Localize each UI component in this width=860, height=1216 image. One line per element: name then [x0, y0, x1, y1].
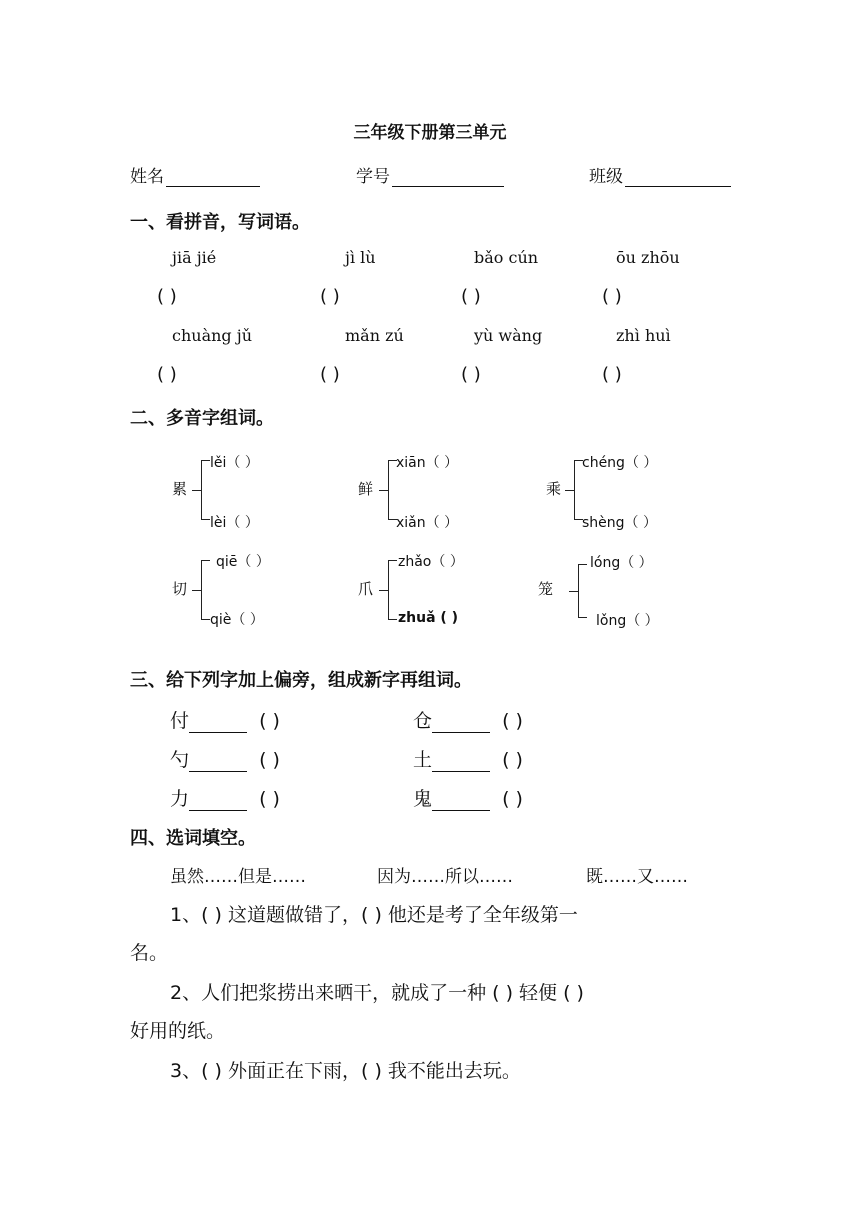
- answer-box[interactable]: ( ): [157, 364, 177, 385]
- pinyin: jiā jié: [172, 248, 217, 267]
- class-blank[interactable]: [625, 170, 731, 187]
- radical-item[interactable]: [413, 745, 523, 772]
- question-2-cont: 好用的纸。: [130, 1020, 226, 1042]
- polyphone-entry[interactable]: lǒng（ ）: [596, 613, 659, 629]
- radical-blank[interactable]: [189, 714, 247, 733]
- polyphone-entry[interactable]: lěi（ ）: [210, 455, 259, 471]
- pinyin: chuàng jǔ: [172, 326, 253, 345]
- name-field[interactable]: [130, 162, 260, 187]
- polyphone-char: 鲜: [358, 480, 374, 498]
- answer-box[interactable]: ( ): [157, 286, 177, 307]
- student-id-field[interactable]: [356, 162, 504, 187]
- radical-item[interactable]: [170, 784, 280, 811]
- pinyin: mǎn zú: [345, 326, 404, 345]
- question-1-cont: 名。: [130, 942, 169, 964]
- polyphone-entry[interactable]: zhǎo（ ）: [398, 554, 464, 570]
- polyphone-entry[interactable]: xiǎn（ ）: [396, 515, 459, 531]
- section4-heading: 四、选词填空。: [130, 828, 256, 849]
- option: 因为……所以……: [377, 867, 513, 887]
- radical-blank[interactable]: [432, 792, 490, 811]
- radical-blank[interactable]: [189, 753, 247, 772]
- polyphone-char: 累: [172, 480, 188, 498]
- pinyin: jì lù: [345, 248, 376, 267]
- polyphone-entry[interactable]: lèi（ ）: [210, 515, 259, 531]
- word-box[interactable]: ( ): [259, 710, 280, 732]
- radical-item[interactable]: [413, 784, 523, 811]
- radical-blank[interactable]: [432, 753, 490, 772]
- base-char: 鬼: [413, 788, 433, 810]
- word-box[interactable]: ( ): [502, 788, 523, 810]
- word-box[interactable]: ( ): [502, 710, 523, 732]
- polyphone-entry[interactable]: qiē（ ）: [216, 554, 270, 570]
- pinyin: yù wàng: [474, 326, 543, 345]
- pinyin: bǎo cún: [474, 248, 539, 267]
- option: 虽然……但是……: [170, 867, 306, 887]
- polyphone-entry[interactable]: shèng（ ）: [582, 515, 657, 531]
- option: 既……又……: [586, 867, 688, 887]
- base-char: 付: [170, 710, 190, 732]
- name-label: 姓名: [130, 167, 164, 187]
- polyphone-entry[interactable]: chéng（ ）: [582, 455, 658, 471]
- radical-blank[interactable]: [189, 792, 247, 811]
- page-title: 三年级下册第三单元: [353, 123, 507, 143]
- section3-heading: 三、给下列字加上偏旁，组成新字再组词。: [130, 670, 472, 691]
- polyphone-entry[interactable]: zhuǎ ( ): [398, 610, 459, 626]
- radical-item[interactable]: [413, 706, 523, 733]
- section2-heading: 二、多音字组词。: [130, 408, 274, 429]
- answer-box[interactable]: ( ): [320, 286, 340, 307]
- base-char: 土: [413, 749, 433, 771]
- answer-box[interactable]: ( ): [320, 364, 340, 385]
- radical-item[interactable]: [170, 745, 280, 772]
- polyphone-char: 切: [172, 580, 188, 598]
- polyphone-entry[interactable]: xiān（ ）: [396, 455, 459, 471]
- question-3[interactable]: 3、( ) 外面正在下雨，( ) 我不能出去玩。: [170, 1060, 521, 1082]
- polyphone-char: 笼: [538, 580, 554, 598]
- brace: [201, 460, 210, 520]
- brace: [578, 564, 587, 618]
- class-field[interactable]: [589, 162, 731, 187]
- student-id-blank[interactable]: [392, 170, 504, 187]
- radical-item[interactable]: [170, 706, 280, 733]
- class-label: 班级: [589, 167, 623, 187]
- word-box[interactable]: ( ): [502, 749, 523, 771]
- radical-blank[interactable]: [432, 714, 490, 733]
- name-blank[interactable]: [166, 170, 260, 187]
- word-box[interactable]: ( ): [259, 749, 280, 771]
- answer-box[interactable]: ( ): [461, 286, 481, 307]
- question-1[interactable]: 1、( ) 这道题做错了，( ) 他还是考了全年级第一: [170, 904, 578, 926]
- question-2[interactable]: 2、人们把浆捞出来晒干，就成了一种 ( ) 轻便 ( ): [170, 982, 584, 1004]
- polyphone-char: 乘: [546, 480, 562, 498]
- polyphone-char: 爪: [358, 580, 374, 598]
- answer-box[interactable]: ( ): [602, 286, 622, 307]
- student-id-label: 学号: [356, 167, 390, 187]
- pinyin: ōu zhōu: [616, 248, 680, 267]
- polyphone-entry[interactable]: qiè（ ）: [210, 612, 264, 628]
- brace: [388, 560, 397, 620]
- base-char: 仓: [413, 710, 433, 732]
- polyphone-entry[interactable]: lóng（ ）: [590, 555, 653, 571]
- brace: [201, 560, 210, 620]
- word-box[interactable]: ( ): [259, 788, 280, 810]
- pinyin: zhì huì: [616, 326, 671, 345]
- answer-box[interactable]: ( ): [461, 364, 481, 385]
- base-char: 勺: [170, 749, 190, 771]
- answer-box[interactable]: ( ): [602, 364, 622, 385]
- base-char: 力: [170, 788, 190, 810]
- section1-heading: 一、看拼音，写词语。: [130, 212, 310, 233]
